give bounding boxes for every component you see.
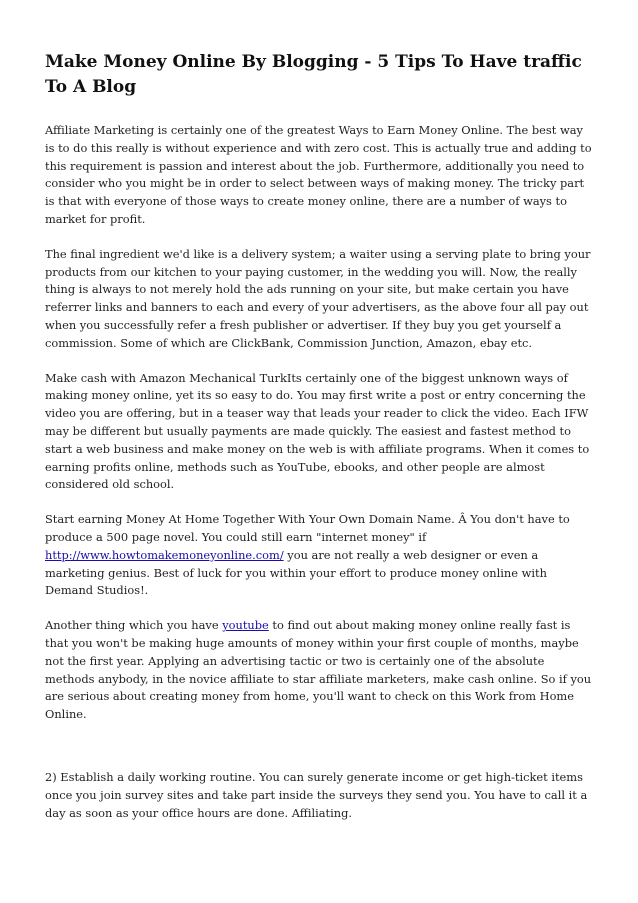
document-page: [45, 50, 593, 839]
howtomakemoneyonline-link[interactable]: http://www.howtomakemoneyonline.com/: [45, 547, 284, 562]
paragraph-delivery-system: The final ingredient we'd like is a delivery system; a waiter using a serving plate to bring your products from our kitchen to your paying customer, in the wedding you will. Now, the really thing is always to not merely hold the ads running on your site, but make certain you have referrer links and banners to each and every of your advertisers, as the above four all pay out when you successfully refer a fresh publisher or advertiser. If they buy you get yourself a commission. Some of which are ClickBank, Commission Junction, Amazon, ebay etc.: [45, 246, 591, 350]
paragraph-daily-routine: 2) Establish a daily working routine. You can surely generate income or get high-ticket items once you join survey sites and take part inside the surveys they send you. You have to call it a day as soon as your office hours are done. Affiliating.: [45, 769, 588, 820]
paragraph-domain-name-text-after: you are not really a web designer or even a marketing genius. Best of luck for you within your effort to produce money online with Demand Studios!.: [45, 547, 547, 598]
paragraph-domain-name: [45, 511, 593, 600]
paragraph-domain-name-text-before: Start earning Money At Home Together With Your Own Domain Name. Â You don't have to produce a 500 page novel. You could still earn "internet money" if: [45, 512, 570, 544]
paragraph-youtube-text-after: to find out about making money online really fast is that you won't be making huge amounts of money within your first couple of months, maybe not the first year. Applying an advertising tactic or two is certainly one of the absolute methods anybody, in the novice affiliate to star affiliate marketers, make cash online. So if you are serious about creating money from home, you'll want to check on this Work from Home Online.: [45, 618, 592, 722]
paragraph-mechanical-turk: Make cash with Amazon Mechanical TurkIts certainly one of the biggest unknown ways of making money online, yet its so easy to do. You may first write a post or entry concerning the video you are offering, but in a teaser way that leads your reader to click the video. Each IFW may be different but usually payments are made quickly. The easiest and fastest method to start a web business and make money on the web is with affiliate programs. When it comes to earning profits online, methods such as YouTube, ebooks, and other people are almost considered old school.: [45, 370, 590, 492]
document-title: Make Money Online By Blogging - 5 Tips To Have traffic To A Blog: [45, 52, 582, 97]
paragraph-youtube: [45, 617, 593, 724]
youtube-link[interactable]: youtube: [222, 618, 269, 633]
paragraph-affiliate-marketing: Affiliate Marketing is certainly one of the greatest Ways to Earn Money Online. The best way is to do this really is without experience and with zero cost. This is actually true and adding to this requirement is passion and interest about the job. Furthermore, additionally you need to consider who you might be in order to select between ways of making money. The tricky part is that with everyone of those ways to create money online, there are a number of ways to market for profit.: [45, 123, 592, 226]
paragraph-spacer: [45, 741, 593, 769]
paragraph-youtube-text-before: Another thing which you have: [45, 618, 223, 633]
